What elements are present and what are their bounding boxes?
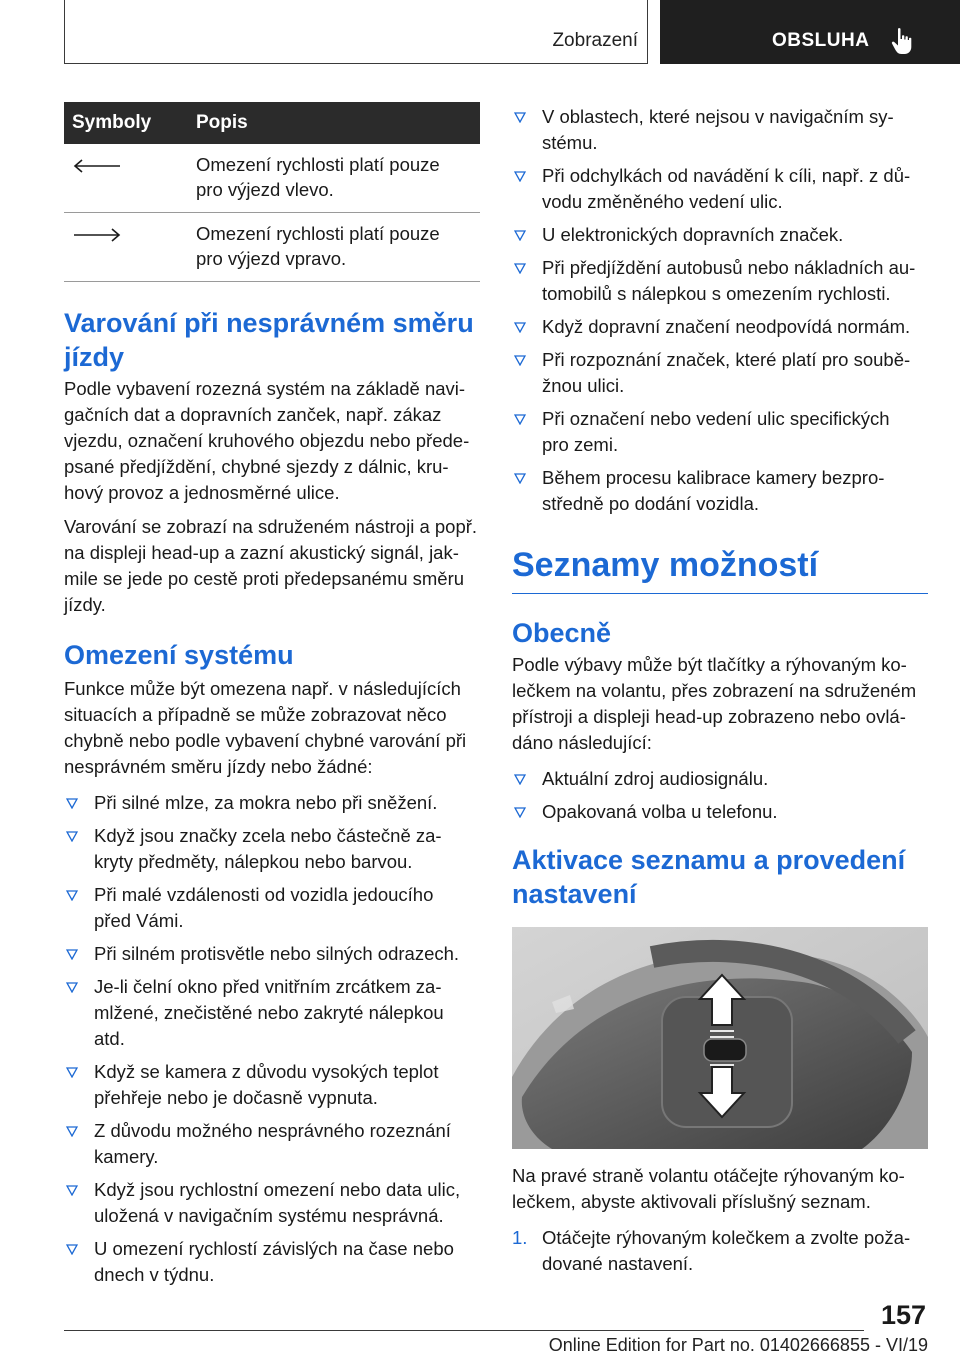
system-limits-list-continued <box>512 104 928 517</box>
text-line: před Vámi. <box>94 910 184 931</box>
left-arrow-icon <box>72 158 122 174</box>
text-line: jízdy. <box>64 594 106 615</box>
text-line: vjezdu, označení kruhového objezdu nebo přede‐ <box>64 430 470 451</box>
list-item <box>64 1236 482 1288</box>
list-item <box>512 799 928 825</box>
text-line: kamery. <box>94 1146 159 1167</box>
left-column <box>64 102 482 1295</box>
wrong-way-paragraph-1 <box>64 376 482 506</box>
page-number: 157 <box>880 1300 926 1330</box>
header-section-title: Zobrazení <box>552 30 638 51</box>
text-line: lečkem, abyste aktivovali příslušný seznam. <box>512 1191 871 1212</box>
text-line: hový provoz a jednosměrné ulice. <box>64 482 340 503</box>
bullet-triangle-icon <box>66 1244 78 1255</box>
text-line: Při silné mlze, za mokra nebo při sněžení. <box>94 792 438 813</box>
bullet-triangle-icon <box>514 171 526 182</box>
bullet-triangle-icon <box>514 230 526 241</box>
right-column <box>512 102 928 1277</box>
text-line: přehřeje nebo je dočasně vypnuta. <box>94 1087 378 1108</box>
chapter-title: Seznamy možností <box>512 545 928 594</box>
bullet-triangle-icon <box>514 263 526 274</box>
edition-note: Online Edition for Part no. 01402666855 - VI/19 <box>548 1335 928 1355</box>
text-line: Při odchylkách od navádění k cíli, např. z dů‐ <box>542 165 911 186</box>
text-line: vodu změněného vedení ulic. <box>542 191 783 212</box>
list-item <box>512 766 928 792</box>
text-line: U elektronických dopravních značek. <box>542 224 844 245</box>
wrong-way-heading <box>64 306 482 374</box>
bullet-triangle-icon <box>66 831 78 842</box>
text-line: Otáčejte rýhovaným kolečkem a zvolte poža‐ <box>542 1227 911 1248</box>
text-line: situacích a případně se může zobrazovat něco <box>64 704 447 725</box>
table-row <box>64 144 480 213</box>
list-item <box>64 823 482 875</box>
description-line: Omezení rychlosti platí pouze <box>196 154 440 175</box>
text-line: mlžené, znečistěné nebo zakryté nálepkou <box>94 1002 444 1023</box>
activate-heading <box>512 843 928 911</box>
bullet-triangle-icon <box>514 473 526 484</box>
text-line: U omezení rychlostí závislých na čase nebo <box>94 1238 454 1259</box>
heading-line: Aktivace seznamu a provedení <box>512 845 906 875</box>
description-line: pro výjezd vlevo. <box>196 179 334 200</box>
text-line: stému. <box>542 132 598 153</box>
text-line: uložená v navigačním systému nesprávná. <box>94 1205 444 1226</box>
list-item <box>64 974 482 1052</box>
header-chapter-tab <box>660 0 960 64</box>
steps-list <box>512 1225 928 1277</box>
photo-caption <box>512 1163 928 1215</box>
table-cell-symbol <box>64 144 180 213</box>
bullet-triangle-icon <box>514 807 526 818</box>
bullet-triangle-icon <box>66 1185 78 1196</box>
text-line: Podle výbavy může být tlačítky a rýhovaným ko‐ <box>512 654 907 675</box>
text-line: nesprávném směru jízdy nebo žádné: <box>64 756 373 777</box>
text-line: kryty předměty, nálepkou nebo barvou. <box>94 851 413 872</box>
list-item <box>512 222 928 248</box>
hand-pointer-icon <box>889 27 915 55</box>
text-line: středně po dodání vozidla. <box>542 493 760 514</box>
table-header-description: Popis <box>180 102 480 144</box>
text-line: Během procesu kalibrace kamery bezpro‐ <box>542 467 885 488</box>
bullet-triangle-icon <box>514 774 526 785</box>
steering-wheel-photo <box>512 927 928 1149</box>
table-cell-symbol <box>64 213 180 282</box>
bullet-triangle-icon <box>514 355 526 366</box>
header-chapter-label: OBSLUHA <box>772 30 870 51</box>
list-item <box>64 882 482 934</box>
list-item <box>64 941 482 967</box>
bullet-triangle-icon <box>514 414 526 425</box>
general-heading: Obecně <box>512 618 612 648</box>
heading-line: jízdy <box>64 342 125 372</box>
bullet-triangle-icon <box>66 982 78 993</box>
text-line: Při označení nebo vedení ulic specifických <box>542 408 890 429</box>
text-line: Při malé vzdálenosti od vozidla jedoucího <box>94 884 434 905</box>
text-line: V oblastech, které nejsou v navigačním sy‐ <box>542 106 894 127</box>
bullet-triangle-icon <box>66 949 78 960</box>
general-list <box>512 766 928 825</box>
list-item <box>64 1118 482 1170</box>
text-line: Když se kamera z důvodu vysokých teplot <box>94 1061 439 1082</box>
text-line: Když dopravní značení neodpovídá normám. <box>542 316 911 337</box>
list-item <box>64 1177 482 1229</box>
list-item <box>512 347 928 399</box>
description-line: Omezení rychlosti platí pouze <box>196 223 440 244</box>
list-item <box>512 163 928 215</box>
text-line: přístroji a displeji head-up zobrazeno nebo ovlá‐ <box>512 706 906 727</box>
list-item <box>64 790 482 816</box>
text-line: Při předjíždění autobusů nebo nákladních au‐ <box>542 257 916 278</box>
heading-line: nastavení <box>512 879 637 909</box>
text-line: na displeji head-up a zazní akustický signál, jak‐ <box>64 542 459 563</box>
text-line: Opakovaná volba u telefonu. <box>542 801 778 822</box>
bullet-triangle-icon <box>514 112 526 123</box>
text-line: mile se jede po cestě proti předepsanému směru <box>64 568 465 589</box>
text-line: dnech v týdnu. <box>94 1264 215 1285</box>
list-item <box>512 104 928 156</box>
text-line: Při silném protisvětle nebo silných odrazech. <box>94 943 460 964</box>
text-line: Podle vybavení rozezná systém na základě navi‐ <box>64 378 466 399</box>
system-limits-list <box>64 790 482 1288</box>
text-line: psané předjíždění, chybné sjezdy z dálnic, kru‐ <box>64 456 449 477</box>
bullet-triangle-icon <box>66 890 78 901</box>
table-header-symbols: Symboly <box>64 102 180 144</box>
heading-line: Varování při nesprávném směru <box>64 308 474 338</box>
text-line: gačních dat a dopravních zanček, např. zákaz <box>64 404 442 425</box>
text-line: Při rozpoznání značek, které platí pro soubě‐ <box>542 349 911 370</box>
text-line: dované nastavení. <box>542 1253 694 1274</box>
text-line: Varování se zobrazí na sdruženém nástroji a popř. <box>64 516 478 537</box>
text-line: tomobilů s nálepkou s omezením rychlosti. <box>542 283 891 304</box>
list-item <box>512 255 928 307</box>
table-cell-description <box>180 144 480 213</box>
text-line: dáno následující: <box>512 732 652 753</box>
text-line: lečkem na volantu, přes zobrazení na sdruženém <box>512 680 917 701</box>
footer-divider <box>64 1330 864 1331</box>
text-line: Je-li čelní okno před vnitřním zrcátkem za‐ <box>94 976 442 997</box>
text-line: žnou ulici. <box>542 375 625 396</box>
right-arrow-icon <box>72 227 122 243</box>
text-line: Na pravé straně volantu otáčejte rýhovaným ko‐ <box>512 1165 905 1186</box>
general-paragraph <box>512 652 928 756</box>
list-item <box>64 1059 482 1111</box>
system-limits-heading: Omezení systému <box>64 640 294 670</box>
wrong-way-paragraph-2 <box>64 514 482 618</box>
bullet-triangle-icon <box>66 1067 78 1078</box>
bullet-triangle-icon <box>66 798 78 809</box>
text-line: pro zemi. <box>542 434 619 455</box>
bullet-triangle-icon <box>66 1126 78 1137</box>
text-line: Aktuální zdroj audiosignálu. <box>542 768 769 789</box>
list-item <box>512 465 928 517</box>
table-cell-description <box>180 213 480 282</box>
symbols-table <box>64 102 480 282</box>
text-line: Když jsou značky zcela nebo částečně za‐ <box>94 825 442 846</box>
text-line: Funkce může být omezena např. v následujících <box>64 678 461 699</box>
list-item <box>512 314 928 340</box>
table-row <box>64 213 480 282</box>
description-line: pro výjezd vpravo. <box>196 248 347 269</box>
system-limits-intro <box>64 676 482 780</box>
text-line: Když jsou rychlostní omezení nebo data ulic, <box>94 1179 461 1200</box>
list-item <box>512 406 928 458</box>
text-line: Z důvodu možného nesprávného rozeznání <box>94 1120 451 1141</box>
text-line: atd. <box>94 1028 125 1049</box>
list-item <box>512 1225 928 1277</box>
bullet-triangle-icon <box>514 322 526 333</box>
step-number: 1. <box>512 1227 528 1248</box>
text-line: chybně nebo podle vybavení chybné varování při <box>64 730 467 751</box>
